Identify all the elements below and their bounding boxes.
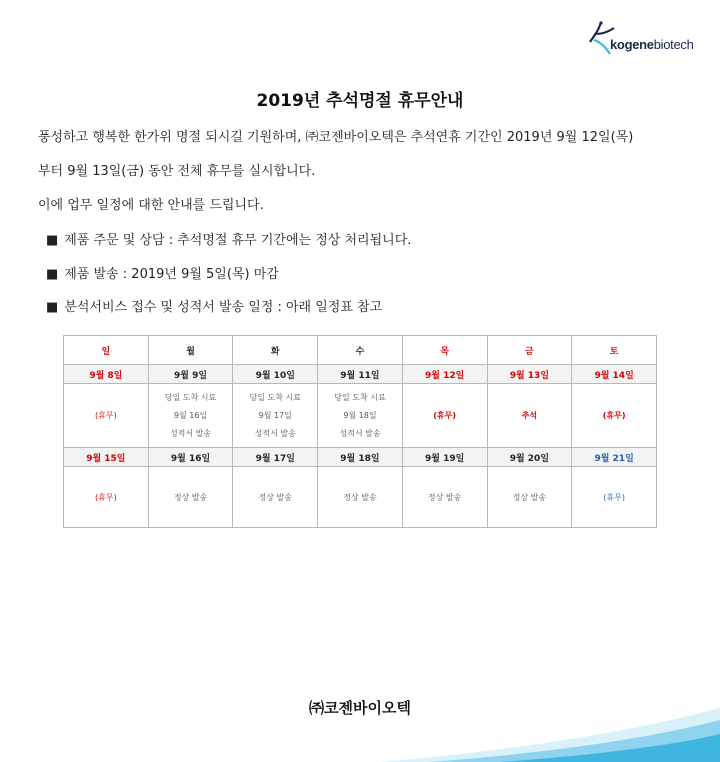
- status-cell: 추석: [487, 384, 572, 448]
- kogene-logo: [588, 20, 708, 56]
- date-cell: 9월 10일: [233, 365, 318, 384]
- status-cell: (휴무): [64, 467, 149, 528]
- date-cell: 9월 16일: [148, 448, 233, 467]
- status-cell: 정상 발송: [148, 467, 233, 528]
- status-cell: 당일 도착 시료 9월 18일 성적서 발송: [318, 384, 403, 448]
- square-bullet-icon: ■: [46, 233, 59, 248]
- bullet-text: 분석서비스 접수 및 성적서 발송 일정 : 아래 일정표 참고: [64, 300, 383, 315]
- date-cell: 9월 17일: [233, 448, 318, 467]
- status-cell: (휴무): [572, 467, 657, 528]
- intro-line-3: 이에 업무 일정에 대한 안내를 드립니다.: [38, 198, 264, 213]
- bullet-analysis: [46, 296, 382, 315]
- weekday-tue: 화: [233, 336, 318, 365]
- date-cell: 9월 15일: [64, 448, 149, 467]
- date-cell: 9월 21일: [572, 448, 657, 467]
- date-cell: 9월 20일: [487, 448, 572, 467]
- status-cell: 당일 도착 시료 9월 16일 성적서 발송: [148, 384, 233, 448]
- bullet-text: 제품 발송 : 2019년 9월 5일(목) 마감: [64, 267, 279, 282]
- date-cell: 9월 12일: [402, 365, 487, 384]
- footer-company: ㈜코젠바이오텍: [309, 699, 411, 717]
- weekday-thu: 목: [402, 336, 487, 365]
- intro-line-2: 부터 9월 13일(금) 동안 전체 휴무를 실시합니다.: [38, 164, 316, 179]
- weekday-sun: 일: [64, 336, 149, 365]
- status-cell: 정상 발송: [487, 467, 572, 528]
- status-cell: (휴무): [572, 384, 657, 448]
- week1-date-row: [64, 365, 657, 384]
- date-cell: 9월 9일: [148, 365, 233, 384]
- status-cell: 정상 발송: [402, 467, 487, 528]
- status-cell: (휴무): [402, 384, 487, 448]
- bullet-order: [46, 229, 411, 248]
- weekday-fri: 금: [487, 336, 572, 365]
- week1-status-row: [64, 384, 657, 448]
- date-cell: 9월 8일: [64, 365, 149, 384]
- status-cell: 당일 도착 시료 9월 17일 성적서 발송: [233, 384, 318, 448]
- bullet-text: 제품 주문 및 상담 : 추석명절 휴무 기간에는 정상 처리됩니다.: [64, 233, 412, 248]
- schedule-table: [63, 335, 657, 528]
- bullet-shipping: [46, 263, 279, 282]
- weekday-mon: 월: [148, 336, 233, 365]
- notice-title: 2019년 추석명절 휴무안내: [256, 91, 464, 111]
- week2-date-row: [64, 448, 657, 467]
- weekday-wed: 수: [318, 336, 403, 365]
- square-bullet-icon: ■: [46, 300, 59, 315]
- week2-status-row: [64, 467, 657, 528]
- status-cell: 정상 발송: [318, 467, 403, 528]
- date-cell: 9월 11일: [318, 365, 403, 384]
- date-cell: 9월 14일: [572, 365, 657, 384]
- date-cell: 9월 13일: [487, 365, 572, 384]
- weekday-sat: 토: [572, 336, 657, 365]
- weekday-header-row: [64, 336, 657, 365]
- intro-line-1: 풍성하고 행복한 한가위 명절 되시길 기원하며, ㈜코젠바이오텍은 추석연휴 기간인 2019년 9월 12일(목): [38, 130, 634, 145]
- status-cell: 정상 발송: [233, 467, 318, 528]
- date-cell: 9월 18일: [318, 448, 403, 467]
- status-cell: (휴무): [64, 384, 149, 448]
- square-bullet-icon: ■: [46, 267, 59, 282]
- date-cell: 9월 19일: [402, 448, 487, 467]
- logo-wordmark: kogenebiotech: [610, 37, 694, 52]
